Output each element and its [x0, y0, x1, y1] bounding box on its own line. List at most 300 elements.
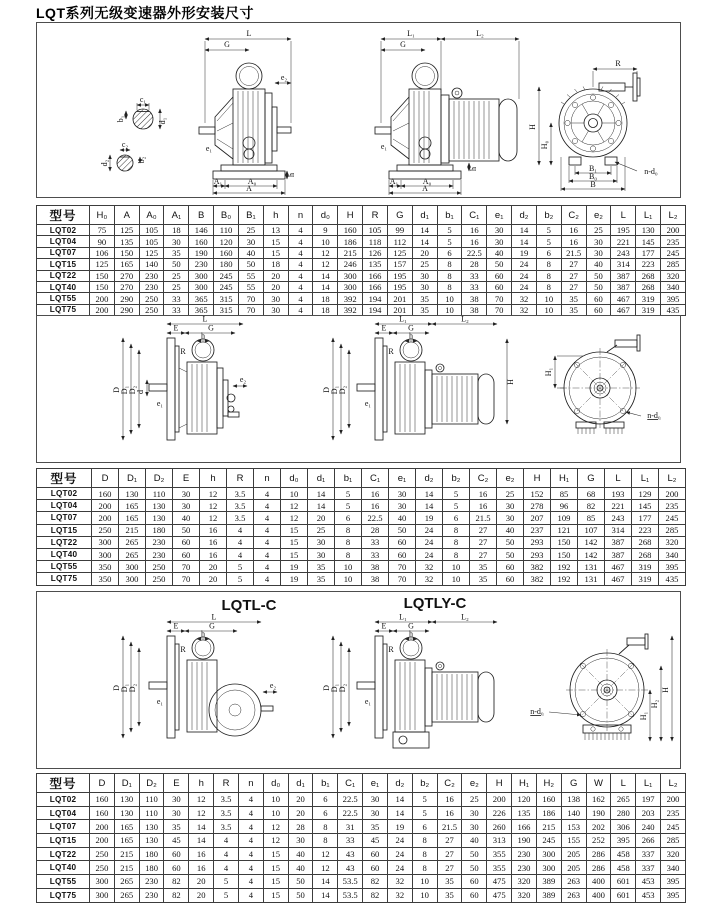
value-cell: 285: [661, 259, 686, 270]
value-cell: 25: [164, 281, 189, 292]
value-cell: 4: [288, 259, 313, 270]
value-cell: 8: [437, 259, 462, 270]
value-cell: 150: [90, 281, 115, 292]
value-cell: 6: [335, 512, 362, 524]
table-row: [37, 225, 686, 236]
value-cell: 50: [288, 875, 313, 889]
value-cell: 300: [90, 875, 115, 889]
dim-label: h: [469, 167, 478, 171]
value-cell: 230: [139, 888, 164, 902]
value-cell: 200: [90, 820, 115, 834]
drawing-box-lqtl-c: [36, 591, 681, 769]
dim-label: H₀: [540, 140, 549, 150]
dimension-column-header: G: [561, 774, 586, 793]
value-cell: 4: [214, 861, 239, 875]
value-cell: 33: [362, 548, 389, 560]
value-cell: 340: [661, 281, 686, 292]
value-cell: 27: [470, 524, 497, 536]
value-cell: 40: [238, 247, 263, 258]
value-cell: 8: [313, 834, 338, 848]
model-cell: LQT75: [37, 888, 90, 902]
value-cell: 4: [227, 548, 254, 560]
value-cell: 200: [90, 304, 115, 315]
value-cell: 50: [586, 281, 611, 292]
value-cell: 82: [578, 500, 605, 512]
value-cell: 467: [605, 573, 632, 585]
value-cell: 320: [512, 888, 537, 902]
value-cell: 200: [661, 225, 686, 236]
value-cell: 12: [189, 806, 214, 820]
value-cell: 190: [512, 834, 537, 848]
value-cell: 140: [561, 806, 586, 820]
value-cell: 16: [561, 236, 586, 247]
value-cell: 150: [90, 270, 115, 281]
value-cell: 130: [636, 225, 661, 236]
model-cell: LQT22: [37, 536, 92, 548]
value-cell: 395: [661, 293, 686, 304]
dim-label: n-d₀: [530, 707, 544, 716]
value-cell: 35: [164, 247, 189, 258]
value-cell: 15: [263, 861, 288, 875]
value-cell: 50: [462, 847, 487, 861]
value-cell: 389: [536, 888, 561, 902]
value-cell: 16: [561, 225, 586, 236]
value-cell: 27: [561, 270, 586, 281]
value-cell: 435: [661, 304, 686, 315]
value-cell: 82: [164, 888, 189, 902]
value-cell: 12: [189, 793, 214, 807]
value-cell: 60: [173, 536, 200, 548]
value-cell: 105: [139, 236, 164, 247]
value-cell: 395: [611, 834, 636, 848]
table-row: [37, 270, 686, 281]
value-cell: 350: [92, 573, 119, 585]
value-cell: 16: [462, 236, 487, 247]
value-cell: 31: [338, 820, 363, 834]
value-cell: 38: [462, 293, 487, 304]
value-cell: 6: [437, 247, 462, 258]
value-cell: 270: [114, 270, 139, 281]
value-cell: 35: [437, 888, 462, 902]
dim-label: R: [180, 645, 186, 654]
model-cell: LQT15: [37, 834, 90, 848]
value-cell: 180: [139, 847, 164, 861]
value-cell: 30: [164, 806, 189, 820]
value-cell: 30: [586, 247, 611, 258]
value-cell: 382: [524, 573, 551, 585]
value-cell: 200: [659, 488, 686, 500]
value-cell: 355: [487, 861, 512, 875]
dim-label: e₂: [239, 375, 247, 384]
dimension-column-header: G: [387, 206, 412, 225]
model-cell: LQT15: [37, 259, 90, 270]
dimension-column-header: b₂: [536, 206, 561, 225]
value-cell: 205: [561, 847, 586, 861]
value-cell: 40: [288, 861, 313, 875]
dim-label: e₁: [364, 697, 372, 706]
value-cell: 250: [90, 847, 115, 861]
value-cell: 145: [632, 500, 659, 512]
value-cell: 105: [139, 225, 164, 236]
value-cell: 14: [512, 225, 537, 236]
value-cell: 5: [536, 236, 561, 247]
value-cell: 20: [412, 247, 437, 258]
value-cell: 12: [263, 820, 288, 834]
value-cell: 28: [288, 820, 313, 834]
table-row: [37, 524, 686, 536]
value-cell: 300: [189, 270, 214, 281]
value-cell: 467: [611, 304, 636, 315]
dimension-column-header: R: [227, 469, 254, 488]
dim-label: L₂: [461, 612, 469, 622]
dim-label: A₁: [389, 177, 399, 186]
dimension-column-header: H: [487, 774, 512, 793]
table-row: [37, 875, 686, 889]
dimension-column-header: C₁: [462, 206, 487, 225]
value-cell: 265: [611, 793, 636, 807]
value-cell: 30: [164, 793, 189, 807]
value-cell: 8: [313, 820, 338, 834]
value-cell: 6: [313, 793, 338, 807]
value-cell: 250: [90, 861, 115, 875]
value-cell: 3.5: [214, 820, 239, 834]
value-cell: 15: [281, 524, 308, 536]
value-cell: 30: [389, 500, 416, 512]
dim-label: R: [388, 347, 394, 356]
dim-label: n-d₀: [647, 411, 661, 420]
value-cell: 16: [200, 548, 227, 560]
value-cell: 475: [487, 888, 512, 902]
value-cell: 265: [119, 548, 146, 560]
value-cell: 5: [443, 488, 470, 500]
value-cell: 192: [551, 573, 578, 585]
value-cell: 150: [551, 548, 578, 560]
dim-label: E: [173, 621, 179, 631]
value-cell: 160: [536, 793, 561, 807]
value-cell: 4: [214, 834, 239, 848]
model-column-header: 型号: [37, 774, 90, 793]
value-cell: 60: [497, 573, 524, 585]
value-cell: 60: [363, 861, 388, 875]
value-cell: 70: [389, 561, 416, 573]
value-cell: 395: [659, 561, 686, 573]
value-cell: 28: [462, 259, 487, 270]
page-title: LQT系列无级变速器外形安装尺寸: [36, 5, 254, 21]
table-row: [37, 536, 686, 548]
value-cell: 250: [146, 561, 173, 573]
value-cell: 60: [173, 548, 200, 560]
dimension-column-header: L₂: [661, 774, 686, 793]
value-cell: 24: [387, 847, 412, 861]
value-cell: 130: [146, 500, 173, 512]
dim-label: D₂: [128, 385, 137, 395]
value-cell: 14: [313, 281, 338, 292]
value-cell: 10: [313, 236, 338, 247]
value-cell: 293: [524, 548, 551, 560]
dimension-column-header: d₂: [387, 774, 412, 793]
model-cell: LQT40: [37, 281, 90, 292]
value-cell: 365: [189, 304, 214, 315]
value-cell: 215: [114, 847, 139, 861]
value-cell: 25: [412, 259, 437, 270]
value-cell: 27: [561, 259, 586, 270]
value-cell: 166: [512, 820, 537, 834]
dim-label: D: [112, 387, 121, 393]
value-cell: 8: [437, 281, 462, 292]
dim-label: E: [173, 323, 179, 333]
value-cell: 12: [313, 861, 338, 875]
value-cell: 245: [659, 512, 686, 524]
value-cell: 387: [605, 536, 632, 548]
value-cell: 400: [586, 875, 611, 889]
value-cell: 14: [412, 236, 437, 247]
value-cell: 286: [586, 847, 611, 861]
value-cell: 601: [611, 888, 636, 902]
dimension-column-header: E: [173, 469, 200, 488]
lqtl-c-side-view: [112, 613, 277, 739]
value-cell: 25: [586, 225, 611, 236]
value-cell: 315: [214, 293, 239, 304]
model-cell: LQT07: [37, 820, 90, 834]
value-cell: 50: [497, 548, 524, 560]
value-cell: 107: [578, 524, 605, 536]
value-cell: 10: [412, 875, 437, 889]
value-cell: 35: [363, 820, 388, 834]
value-cell: 250: [139, 304, 164, 315]
value-cell: 10: [437, 293, 462, 304]
value-cell: 110: [139, 793, 164, 807]
value-cell: 290: [114, 304, 139, 315]
value-cell: 120: [214, 236, 239, 247]
value-cell: 177: [636, 247, 661, 258]
value-cell: 320: [661, 270, 686, 281]
value-cell: 285: [661, 834, 686, 848]
value-cell: 4: [288, 281, 313, 292]
value-cell: 85: [551, 488, 578, 500]
value-cell: 223: [632, 524, 659, 536]
dimension-column-header: b₁: [437, 206, 462, 225]
dimension-table-foot-mounted: [36, 205, 686, 316]
value-cell: 60: [586, 304, 611, 315]
value-cell: 300: [338, 270, 363, 281]
value-cell: 24: [512, 281, 537, 292]
input-shaft-section-detail: [116, 95, 167, 129]
value-cell: 118: [363, 236, 388, 247]
value-cell: 35: [308, 561, 335, 573]
value-cell: 60: [487, 281, 512, 292]
value-cell: 35: [308, 573, 335, 585]
value-cell: 4: [254, 561, 281, 573]
value-cell: 15: [281, 536, 308, 548]
value-cell: 50: [164, 259, 189, 270]
value-cell: 19: [281, 573, 308, 585]
value-cell: 30: [487, 236, 512, 247]
value-cell: 30: [412, 270, 437, 281]
dimension-column-header: h: [263, 206, 288, 225]
value-cell: 165: [114, 834, 139, 848]
value-cell: 33: [362, 536, 389, 548]
value-cell: 30: [363, 806, 388, 820]
value-cell: 50: [586, 270, 611, 281]
value-cell: 10: [536, 304, 561, 315]
foot-mounted-drawing: [37, 23, 680, 197]
value-cell: 4: [288, 247, 313, 258]
table-row: [37, 500, 686, 512]
value-cell: 4: [238, 875, 263, 889]
dim-label: G: [209, 621, 215, 631]
dimension-column-header: n: [288, 206, 313, 225]
dim-label: D₂: [128, 683, 137, 693]
value-cell: 192: [551, 561, 578, 573]
value-cell: 186: [338, 236, 363, 247]
dimension-column-header: d₁: [412, 206, 437, 225]
value-cell: 60: [487, 270, 512, 281]
value-cell: 166: [363, 270, 388, 281]
value-cell: 126: [363, 247, 388, 258]
value-cell: 12: [200, 500, 227, 512]
value-cell: 32: [387, 875, 412, 889]
value-cell: 355: [487, 847, 512, 861]
model-cell: LQT22: [37, 847, 90, 861]
value-cell: 8: [335, 524, 362, 536]
value-cell: 16: [470, 500, 497, 512]
value-cell: 285: [659, 524, 686, 536]
value-cell: 180: [146, 524, 173, 536]
value-cell: 75: [90, 225, 115, 236]
value-cell: 60: [462, 888, 487, 902]
table-row: [37, 304, 686, 315]
value-cell: 265: [119, 536, 146, 548]
value-cell: 8: [412, 847, 437, 861]
value-cell: 15: [263, 888, 288, 902]
value-cell: 200: [661, 793, 686, 807]
dimension-column-header: D₂: [139, 774, 164, 793]
value-cell: 110: [146, 488, 173, 500]
model-cell: LQT22: [37, 270, 90, 281]
dimension-column-header: D₁: [119, 469, 146, 488]
table-row: [37, 293, 686, 304]
value-cell: 70: [487, 304, 512, 315]
value-cell: 5: [536, 225, 561, 236]
value-cell: 70: [238, 304, 263, 315]
dimension-column-header: L: [605, 469, 632, 488]
value-cell: 15: [281, 548, 308, 560]
value-cell: 221: [611, 236, 636, 247]
value-cell: 21.5: [437, 820, 462, 834]
model-cell: LQT55: [37, 875, 90, 889]
value-cell: 53.5: [338, 875, 363, 889]
value-cell: 4: [238, 861, 263, 875]
dim-label: G: [408, 323, 414, 333]
value-cell: 20: [263, 281, 288, 292]
value-cell: 14: [189, 820, 214, 834]
value-cell: 3.5: [227, 500, 254, 512]
value-cell: 15: [263, 236, 288, 247]
value-cell: 135: [114, 236, 139, 247]
dim-label: e₁: [364, 399, 372, 408]
value-cell: 24: [512, 270, 537, 281]
value-cell: 5: [437, 225, 462, 236]
value-cell: 12: [313, 247, 338, 258]
dimension-table-flange-mounted: [36, 468, 686, 586]
dimension-column-header: e₂: [462, 774, 487, 793]
value-cell: 35: [164, 820, 189, 834]
value-cell: 5: [335, 488, 362, 500]
value-cell: 458: [611, 861, 636, 875]
dimension-column-header: L₁: [636, 774, 661, 793]
value-cell: 25: [164, 270, 189, 281]
value-cell: 129: [632, 488, 659, 500]
model-cell: LQT40: [37, 861, 90, 875]
value-cell: 8: [536, 259, 561, 270]
value-cell: 165: [119, 500, 146, 512]
value-cell: 24: [512, 259, 537, 270]
value-cell: 30: [363, 793, 388, 807]
dimension-column-header: d₀: [281, 469, 308, 488]
value-cell: 245: [536, 834, 561, 848]
value-cell: 4: [238, 888, 263, 902]
value-cell: 45: [164, 834, 189, 848]
dim-label: A₁: [213, 177, 223, 186]
value-cell: 4: [254, 500, 281, 512]
value-cell: 24: [387, 834, 412, 848]
value-cell: 85: [578, 512, 605, 524]
value-cell: 135: [512, 806, 537, 820]
value-cell: 24: [416, 536, 443, 548]
value-cell: 30: [412, 281, 437, 292]
value-cell: 6: [536, 247, 561, 258]
value-cell: 230: [139, 270, 164, 281]
value-cell: 35: [412, 293, 437, 304]
dimension-table-lqtl-c: [36, 773, 686, 903]
dim-label: D₂: [338, 683, 347, 693]
value-cell: 40: [497, 524, 524, 536]
table-row: [37, 806, 686, 820]
dimension-column-header: C₂: [470, 469, 497, 488]
value-cell: 112: [387, 236, 412, 247]
dim-label: E: [381, 621, 387, 631]
value-cell: 32: [387, 888, 412, 902]
value-cell: 10: [412, 888, 437, 902]
value-cell: 27: [470, 548, 497, 560]
value-cell: 8: [443, 536, 470, 548]
value-cell: 60: [164, 847, 189, 861]
value-cell: 10: [281, 488, 308, 500]
value-cell: 237: [524, 524, 551, 536]
dim-label: c₂: [121, 140, 129, 149]
value-cell: 392: [338, 304, 363, 315]
value-cell: 18: [164, 225, 189, 236]
value-cell: 16: [437, 806, 462, 820]
value-cell: 8: [443, 524, 470, 536]
value-cell: 8: [536, 281, 561, 292]
dim-label: h: [201, 331, 205, 341]
table-row: [37, 573, 686, 585]
dim-label: d₁: [158, 117, 167, 125]
dim-label: B₁: [588, 164, 598, 173]
value-cell: 5: [214, 888, 239, 902]
value-cell: 50: [462, 861, 487, 875]
value-cell: 300: [536, 847, 561, 861]
model-cell: LQT75: [37, 304, 90, 315]
dimension-column-header: b₁: [335, 469, 362, 488]
dim-label: e₁: [156, 697, 164, 706]
value-cell: 245: [661, 247, 686, 258]
value-cell: 252: [586, 834, 611, 848]
value-cell: 131: [578, 561, 605, 573]
value-cell: 226: [487, 806, 512, 820]
value-cell: 10: [335, 573, 362, 585]
